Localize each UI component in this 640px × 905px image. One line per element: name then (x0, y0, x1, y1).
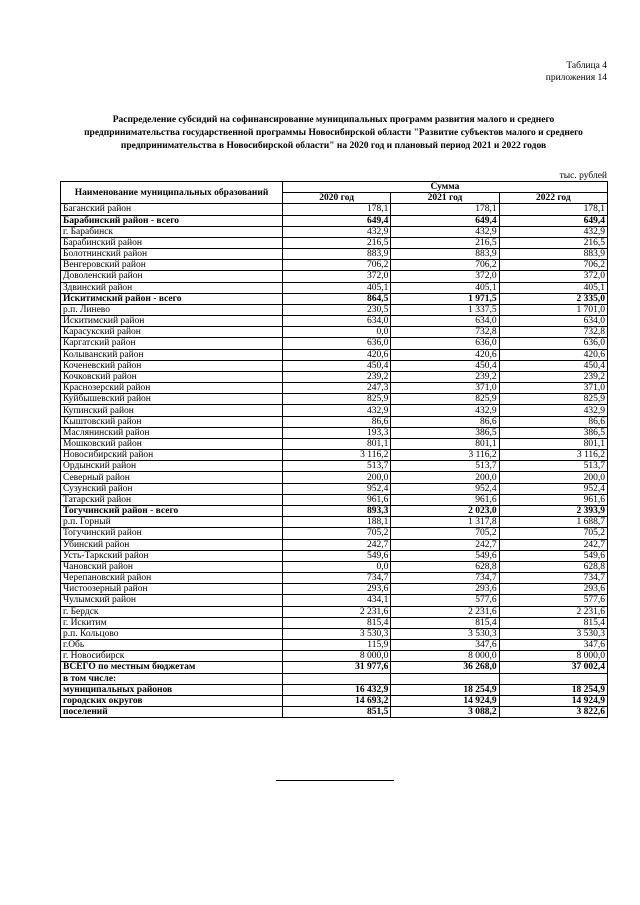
value-cell-2022: 14 924,9 (499, 695, 607, 706)
value-cell-2021: 705,2 (391, 528, 499, 539)
municipality-name-cell: Барабинский район - всего (61, 215, 283, 226)
table-row (61, 383, 608, 394)
year-header-2021: 2021 год (391, 193, 499, 204)
value-cell-2021: 293,6 (391, 584, 499, 595)
year-header-2022: 2022 год (499, 193, 607, 204)
table-row (61, 405, 608, 416)
value-cell-2021: 513,7 (391, 461, 499, 472)
municipality-name-cell: Доволенский район (61, 271, 283, 282)
value-cell-2020: 31 977,6 (283, 662, 391, 673)
value-cell-2021: 216,5 (391, 237, 499, 248)
municipality-name-cell: Тогучинский район (61, 528, 283, 539)
value-cell-2020: 242,7 (283, 539, 391, 550)
municipality-name-cell: в том числе: (61, 673, 283, 684)
municipality-name-cell: Маслянинский район (61, 427, 283, 438)
municipality-name-cell: Татарский район (61, 494, 283, 505)
municipality-name-cell: г.Обь (61, 640, 283, 651)
unit-label: тыс. рублей (559, 171, 607, 181)
table-row (61, 695, 608, 706)
municipality-name-cell: Куйбышевский район (61, 394, 283, 405)
value-cell-2021: 347,6 (391, 640, 499, 651)
table-row (61, 282, 608, 293)
municipality-name-cell: Кочковский район (61, 371, 283, 382)
value-cell-2020: 636,0 (283, 338, 391, 349)
value-cell-2021: 634,0 (391, 316, 499, 327)
year-header-2020: 2020 год (283, 193, 391, 204)
municipality-name-cell: Здвинский район (61, 282, 283, 293)
value-cell-2022: 1 688,7 (499, 517, 607, 528)
value-cell-2020: 634,0 (283, 316, 391, 327)
value-cell-2020: 952,4 (283, 483, 391, 494)
value-cell-2020: 188,1 (283, 517, 391, 528)
value-cell-2022: 386,5 (499, 427, 607, 438)
value-cell-2020: 216,5 (283, 237, 391, 248)
table-row (61, 304, 608, 315)
value-cell-2022: 883,9 (499, 249, 607, 260)
value-cell-2020: 420,6 (283, 349, 391, 360)
table-row (61, 371, 608, 382)
municipality-name-cell: Купинский район (61, 405, 283, 416)
table-row (61, 628, 608, 639)
value-cell-2021: 3 088,2 (391, 707, 499, 718)
table-row (61, 617, 608, 628)
value-cell-2022: 705,2 (499, 528, 607, 539)
value-cell-2022: 815,4 (499, 617, 607, 628)
value-cell-2021: 815,4 (391, 617, 499, 628)
value-cell-2022: 2 393,9 (499, 505, 607, 516)
value-cell-2020: 405,1 (283, 282, 391, 293)
value-cell-2020: 815,4 (283, 617, 391, 628)
value-cell-2021: 8 000,0 (391, 651, 499, 662)
value-cell-2021: 420,6 (391, 349, 499, 360)
municipality-name-cell: Барабинский район (61, 237, 283, 248)
table-row (61, 260, 608, 271)
value-cell-2021: 801,1 (391, 438, 499, 449)
municipality-name-cell: Тогучинский район - всего (61, 505, 283, 516)
table-row (61, 360, 608, 371)
municipality-name-cell: поселений (61, 707, 283, 718)
value-cell-2022: 371,0 (499, 383, 607, 394)
municipality-name-cell: Новосибирский район (61, 450, 283, 461)
value-cell-2022: 405,1 (499, 282, 607, 293)
table-row (61, 450, 608, 461)
value-cell-2020: 549,6 (283, 550, 391, 561)
municipality-name-cell: Краснозерский район (61, 383, 283, 394)
table-row (61, 427, 608, 438)
table-row (61, 606, 608, 617)
value-cell-2020: 0,0 (283, 327, 391, 338)
value-cell-2021: 2 023,0 (391, 505, 499, 516)
value-cell-2021: 2 231,6 (391, 606, 499, 617)
value-cell-2022: 86,6 (499, 416, 607, 427)
value-cell-2022: 3 530,3 (499, 628, 607, 639)
title-line-2: предпринимательства государственной программы Новосибирской области "Развитие субъектов малого и среднего (84, 128, 583, 138)
municipality-name-cell: Искитимский район (61, 316, 283, 327)
table-reference (546, 60, 607, 84)
value-cell-2020: 734,7 (283, 573, 391, 584)
value-cell-2022: 732,8 (499, 327, 607, 338)
value-cell-2022: 549,6 (499, 550, 607, 561)
table-row (61, 204, 608, 215)
table-row (61, 707, 608, 718)
value-cell-2020: 705,2 (283, 528, 391, 539)
value-cell-2021: 649,4 (391, 215, 499, 226)
value-cell-2022: 825,9 (499, 394, 607, 405)
value-cell-2020: 3 116,2 (283, 450, 391, 461)
value-cell-2021: 371,0 (391, 383, 499, 394)
table-row (61, 561, 608, 572)
municipality-name-cell: Мошковский район (61, 438, 283, 449)
value-cell-2020: 434,1 (283, 595, 391, 606)
value-cell-2021: 432,9 (391, 405, 499, 416)
municipality-name-cell: ВСЕГО по местным бюджетам (61, 662, 283, 673)
value-cell-2020: 432,9 (283, 405, 391, 416)
municipality-name-cell: г. Искитим (61, 617, 283, 628)
value-cell-2021: 1 971,5 (391, 293, 499, 304)
municipality-name-cell: Венгеровский район (61, 260, 283, 271)
value-cell-2021: 628,8 (391, 561, 499, 572)
table-row (61, 584, 608, 595)
value-cell-2022 (499, 673, 607, 684)
table-row (61, 438, 608, 449)
value-cell-2022: 734,7 (499, 573, 607, 584)
value-cell-2022: 200,0 (499, 472, 607, 483)
municipality-name-cell: Карасукский район (61, 327, 283, 338)
value-cell-2021: 242,7 (391, 539, 499, 550)
municipality-name-cell: р.п. Линево (61, 304, 283, 315)
municipality-name-cell: р.п. Кольцово (61, 628, 283, 639)
table-row (61, 349, 608, 360)
table-row (61, 316, 608, 327)
value-cell-2020: 961,6 (283, 494, 391, 505)
value-cell-2022: 450,4 (499, 360, 607, 371)
table-row (61, 550, 608, 561)
value-cell-2020: 239,2 (283, 371, 391, 382)
value-cell-2021: 200,0 (391, 472, 499, 483)
municipality-name-cell: г. Новосибирск (61, 651, 283, 662)
municipality-name-cell: Черепановский район (61, 573, 283, 584)
value-cell-2021 (391, 673, 499, 684)
value-cell-2021: 636,0 (391, 338, 499, 349)
table-row (61, 293, 608, 304)
value-cell-2021: 825,9 (391, 394, 499, 405)
table-row (61, 394, 608, 405)
table-row (61, 528, 608, 539)
value-cell-2021: 405,1 (391, 282, 499, 293)
document-title (60, 114, 607, 153)
value-cell-2022: 636,0 (499, 338, 607, 349)
municipality-name-cell: Кыштовский район (61, 416, 283, 427)
value-cell-2022: 37 002,4 (499, 662, 607, 673)
value-cell-2021: 450,4 (391, 360, 499, 371)
title-line-3: предпринимательства в Новосибирской области" на 2020 год и плановый период 2021 и 2022 годов (120, 141, 547, 151)
table-row (61, 461, 608, 472)
value-cell-2021: 1 337,5 (391, 304, 499, 315)
municipality-name-cell: Болотнинский район (61, 249, 283, 260)
value-cell-2021: 178,1 (391, 204, 499, 215)
table-row (61, 338, 608, 349)
value-cell-2022: 432,9 (499, 226, 607, 237)
value-cell-2022: 2 231,6 (499, 606, 607, 617)
table-number-label: Таблица 4 (566, 61, 607, 71)
header-row-1 (61, 182, 608, 193)
title-line-1: Распределение субсидий на софинансирование муниципальных программ развития малого и среднего (112, 115, 555, 125)
table-row (61, 505, 608, 516)
table-row (61, 215, 608, 226)
value-cell-2020: 432,9 (283, 226, 391, 237)
municipality-name-cell: муниципальных районов (61, 684, 283, 695)
table-row (61, 271, 608, 282)
table-row (61, 416, 608, 427)
value-cell-2022: 420,6 (499, 349, 607, 360)
appendix-label: приложения 14 (545, 73, 607, 83)
value-cell-2022: 513,7 (499, 461, 607, 472)
municipality-name-cell: Сузунский район (61, 483, 283, 494)
value-cell-2021: 3 530,3 (391, 628, 499, 639)
value-cell-2020: 851,5 (283, 707, 391, 718)
value-cell-2020: 86,6 (283, 416, 391, 427)
value-cell-2021: 14 924,9 (391, 695, 499, 706)
value-cell-2021: 239,2 (391, 371, 499, 382)
value-cell-2020: 3 530,3 (283, 628, 391, 639)
value-cell-2020: 2 231,6 (283, 606, 391, 617)
value-cell-2021: 732,8 (391, 327, 499, 338)
value-cell-2021: 734,7 (391, 573, 499, 584)
table-row (61, 472, 608, 483)
municipality-name-cell: городских округов (61, 695, 283, 706)
value-cell-2021: 3 116,2 (391, 450, 499, 461)
value-cell-2022: 628,8 (499, 561, 607, 572)
municipality-name-cell: Каргатский район (61, 338, 283, 349)
value-cell-2022: 801,1 (499, 438, 607, 449)
table-body (61, 204, 608, 718)
value-cell-2020: 706,2 (283, 260, 391, 271)
municipality-name-cell: г. Бердск (61, 606, 283, 617)
value-cell-2022: 8 000,0 (499, 651, 607, 662)
value-cell-2022: 216,5 (499, 237, 607, 248)
table-row (61, 684, 608, 695)
table-row (61, 494, 608, 505)
value-cell-2020: 193,3 (283, 427, 391, 438)
table-row (61, 673, 608, 684)
value-cell-2022: 372,0 (499, 271, 607, 282)
table-row (61, 237, 608, 248)
closing-rule (276, 780, 394, 781)
municipality-name-cell: Коченевский район (61, 360, 283, 371)
value-cell-2022: 634,0 (499, 316, 607, 327)
value-cell-2022: 293,6 (499, 584, 607, 595)
value-cell-2021: 372,0 (391, 271, 499, 282)
table-row (61, 651, 608, 662)
value-cell-2020: 115,9 (283, 640, 391, 651)
value-cell-2020: 801,1 (283, 438, 391, 449)
value-cell-2021: 706,2 (391, 260, 499, 271)
municipality-name-cell: Чулымский район (61, 595, 283, 606)
table-row (61, 573, 608, 584)
value-cell-2022: 18 254,9 (499, 684, 607, 695)
municipality-name-cell: г. Барабинск (61, 226, 283, 237)
value-cell-2020: 178,1 (283, 204, 391, 215)
value-cell-2020: 16 432,9 (283, 684, 391, 695)
value-cell-2022: 178,1 (499, 204, 607, 215)
value-cell-2022: 577,6 (499, 595, 607, 606)
value-cell-2020: 8 000,0 (283, 651, 391, 662)
value-cell-2020: 864,5 (283, 293, 391, 304)
municipality-name-cell: Искитимский район - всего (61, 293, 283, 304)
value-cell-2020: 14 693,2 (283, 695, 391, 706)
value-cell-2021: 36 268,0 (391, 662, 499, 673)
table-row (61, 640, 608, 651)
value-cell-2021: 18 254,9 (391, 684, 499, 695)
municipality-name-cell: Убинский район (61, 539, 283, 550)
value-cell-2022: 706,2 (499, 260, 607, 271)
value-cell-2022: 3 822,6 (499, 707, 607, 718)
value-cell-2021: 86,6 (391, 416, 499, 427)
value-cell-2020: 372,0 (283, 271, 391, 282)
value-cell-2020: 649,4 (283, 215, 391, 226)
municipality-name-cell: Ордынский район (61, 461, 283, 472)
value-cell-2020: 0,0 (283, 561, 391, 572)
value-cell-2022: 961,6 (499, 494, 607, 505)
value-cell-2022: 952,4 (499, 483, 607, 494)
municipality-column-header: Наименование муниципальных образований (61, 182, 283, 204)
municipality-name-cell: р.п. Горный (61, 517, 283, 528)
sum-column-header: Сумма (283, 182, 608, 193)
value-cell-2022: 347,6 (499, 640, 607, 651)
table-row (61, 662, 608, 673)
value-cell-2020: 450,4 (283, 360, 391, 371)
value-cell-2021: 549,6 (391, 550, 499, 561)
value-cell-2020: 825,9 (283, 394, 391, 405)
value-cell-2022: 2 335,0 (499, 293, 607, 304)
value-cell-2022: 1 701,0 (499, 304, 607, 315)
table-row (61, 483, 608, 494)
table-row (61, 517, 608, 528)
table-row (61, 226, 608, 237)
value-cell-2021: 386,5 (391, 427, 499, 438)
value-cell-2022: 432,9 (499, 405, 607, 416)
value-cell-2021: 961,6 (391, 494, 499, 505)
value-cell-2022: 239,2 (499, 371, 607, 382)
value-cell-2022: 649,4 (499, 215, 607, 226)
value-cell-2020: 293,6 (283, 584, 391, 595)
value-cell-2021: 432,9 (391, 226, 499, 237)
value-cell-2020: 893,3 (283, 505, 391, 516)
value-cell-2021: 883,9 (391, 249, 499, 260)
municipality-name-cell: Баганский район (61, 204, 283, 215)
table-row (61, 539, 608, 550)
value-cell-2021: 1 317,8 (391, 517, 499, 528)
value-cell-2020: 513,7 (283, 461, 391, 472)
table-row (61, 327, 608, 338)
municipality-name-cell: Северный район (61, 472, 283, 483)
municipality-name-cell: Чистоозерный район (61, 584, 283, 595)
value-cell-2020: 883,9 (283, 249, 391, 260)
value-cell-2021: 577,6 (391, 595, 499, 606)
value-cell-2022: 242,7 (499, 539, 607, 550)
table-row (61, 249, 608, 260)
value-cell-2020: 230,5 (283, 304, 391, 315)
value-cell-2020 (283, 673, 391, 684)
municipality-name-cell: Колыванский район (61, 349, 283, 360)
municipality-name-cell: Усть-Таркский район (61, 550, 283, 561)
value-cell-2022: 3 116,2 (499, 450, 607, 461)
subsidy-table (60, 181, 608, 718)
value-cell-2021: 952,4 (391, 483, 499, 494)
table-row (61, 595, 608, 606)
value-cell-2020: 200,0 (283, 472, 391, 483)
municipality-name-cell: Чановский район (61, 561, 283, 572)
value-cell-2020: 247,3 (283, 383, 391, 394)
